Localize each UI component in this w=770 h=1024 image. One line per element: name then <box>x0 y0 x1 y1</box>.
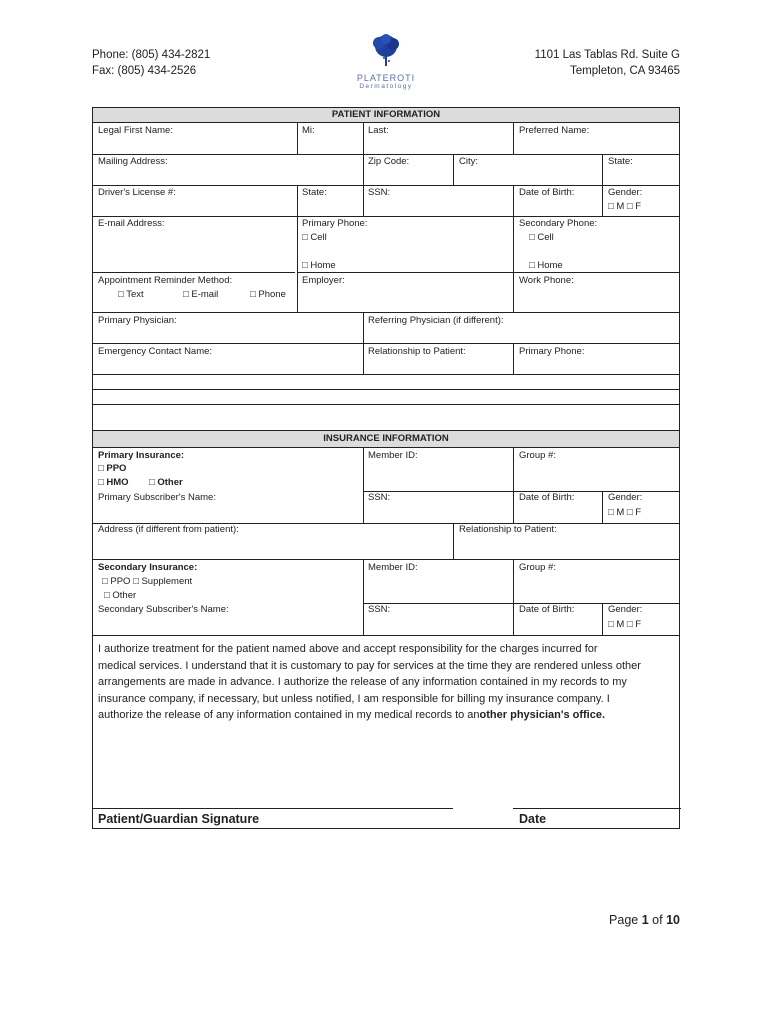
insurance-info-heading: INSURANCE INFORMATION <box>93 431 679 447</box>
secondary-phone-cell-checkbox[interactable]: □ Cell <box>529 232 554 243</box>
group-number-field[interactable]: Group #: <box>519 450 556 461</box>
page-prefix: Page <box>609 913 639 927</box>
subscriber-ssn-field[interactable]: SSN: <box>368 492 391 503</box>
secondary-phone-home-checkbox[interactable]: □ Home <box>529 260 563 271</box>
consent-paragraph <box>98 641 676 724</box>
consent-line: arrangements are made in advance. I authorize the release of any information contained in my records to my <box>98 676 627 688</box>
consent-line: insurance company, if necessary, but unless notified, I am responsible for billing my insurance company. I <box>98 692 610 705</box>
secondary-group-field[interactable]: Group #: <box>519 562 556 573</box>
patient-form <box>92 107 680 829</box>
page-number <box>609 913 680 927</box>
primary-physician-field[interactable]: Primary Physician: <box>98 315 177 326</box>
primary-phone-cell-checkbox[interactable]: □ Cell <box>302 232 327 243</box>
secondary-other-checkbox[interactable]: □ Other <box>104 590 137 601</box>
secondary-member-id-field[interactable]: Member ID: <box>368 562 418 573</box>
insured-address-field[interactable]: Address (if different from patient): <box>98 524 239 535</box>
clinic-logo <box>348 32 424 92</box>
ssn-field[interactable]: SSN: <box>368 187 391 198</box>
member-id-field[interactable]: Member ID: <box>368 450 418 461</box>
page-current: 1 <box>641 913 649 927</box>
hmo-checkbox[interactable]: □ HMO <box>98 477 129 488</box>
dob-field[interactable]: Date of Birth: <box>519 187 575 198</box>
gender-checkboxes[interactable]: □ M □ F <box>608 201 642 212</box>
secondary-gender-checkboxes[interactable]: □ M □ F <box>608 619 642 630</box>
primary-phone-field[interactable]: Primary Phone: <box>302 218 368 229</box>
signature-label: Patient/Guardian Signature <box>98 812 260 826</box>
emergency-relationship-field[interactable]: Relationship to Patient: <box>368 346 466 357</box>
reminder-text-checkbox[interactable]: □ Text <box>118 289 144 300</box>
consent-line: I authorize treatment for the patient named above and accept responsibility for the charges incurred for <box>98 643 598 655</box>
ppo-checkbox[interactable]: □ PPO <box>98 463 127 474</box>
tree-logo-icon <box>348 32 424 70</box>
secondary-plan-checkboxes[interactable]: □ PPO □ Supplement <box>102 576 193 587</box>
consent-line <box>98 707 676 724</box>
signature-line[interactable] <box>93 808 453 809</box>
subscriber-gender-checkboxes[interactable]: □ M □ F <box>608 507 642 518</box>
drivers-license-field[interactable]: Driver's License #: <box>98 187 176 198</box>
referring-physician-field[interactable]: Referring Physician (if different): <box>368 315 504 326</box>
work-phone-field[interactable]: Work Phone: <box>519 275 574 286</box>
office-fax: Fax: (805) 434-2526 <box>92 65 197 77</box>
legal-first-name-field[interactable]: Legal First Name: <box>98 125 173 136</box>
insured-relationship-field[interactable]: Relationship to Patient: <box>459 524 557 535</box>
primary-subscriber-field[interactable]: Primary Subscriber's Name: <box>98 492 216 503</box>
page-of: of <box>652 913 663 927</box>
reminder-method-label: Appointment Reminder Method: <box>98 275 233 286</box>
consent-line-bold: other physician's office. <box>479 709 606 721</box>
emergency-contact-field[interactable]: Emergency Contact Name: <box>98 346 213 357</box>
date-label: Date <box>519 812 547 826</box>
employer-field[interactable]: Employer: <box>302 275 345 286</box>
page-total: 10 <box>666 913 680 927</box>
mailing-address-field[interactable]: Mailing Address: <box>98 156 168 167</box>
gender-label: Gender: <box>608 187 643 198</box>
license-state-field[interactable]: State: <box>302 187 327 198</box>
mi-field[interactable]: Mi: <box>302 125 315 136</box>
secondary-subscriber-field[interactable]: Secondary Subscriber's Name: <box>98 604 229 615</box>
last-name-field[interactable]: Last: <box>368 125 389 136</box>
secondary-insurance-label: Secondary Insurance: <box>98 562 198 573</box>
office-phone: Phone: (805) 434-2821 <box>92 49 211 61</box>
state-field[interactable]: State: <box>608 156 633 167</box>
secondary-phone-field[interactable]: Secondary Phone: <box>519 218 598 229</box>
secondary-ssn-field[interactable]: SSN: <box>368 604 391 615</box>
consent-line: medical services. I understand that it is customary to pay for services at the time they are rendered unless other <box>98 659 641 672</box>
subscriber-gender-label: Gender: <box>608 492 643 503</box>
email-address-field[interactable]: E-mail Address: <box>98 218 165 229</box>
primary-insurance-label: Primary Insurance: <box>98 450 185 461</box>
office-address-line2: Templeton, CA 93465 <box>570 65 680 77</box>
secondary-gender-label: Gender: <box>608 604 643 615</box>
logo-name: PLATEROTI <box>356 73 416 83</box>
city-field[interactable]: City: <box>459 156 478 167</box>
logo-subtitle: Dermatology <box>359 83 413 90</box>
preferred-name-field[interactable]: Preferred Name: <box>519 125 590 136</box>
other-checkbox[interactable]: □ Other <box>149 477 183 488</box>
secondary-dob-field[interactable]: Date of Birth: <box>519 604 575 615</box>
emergency-phone-field[interactable]: Primary Phone: <box>519 346 585 357</box>
patient-info-heading: PATIENT INFORMATION <box>93 108 679 122</box>
reminder-email-checkbox[interactable]: □ E-mail <box>183 289 219 300</box>
subscriber-dob-field[interactable]: Date of Birth: <box>519 492 575 503</box>
reminder-phone-checkbox[interactable]: □ Phone <box>250 289 286 300</box>
zip-code-field[interactable]: Zip Code: <box>368 156 410 167</box>
primary-phone-home-checkbox[interactable]: □ Home <box>302 260 336 271</box>
date-line[interactable] <box>513 808 681 809</box>
office-address-line1: 1101 Las Tablas Rd. Suite G <box>534 49 680 61</box>
consent-line-part: authorize the release of any information contained in my medical records to an <box>98 709 480 721</box>
